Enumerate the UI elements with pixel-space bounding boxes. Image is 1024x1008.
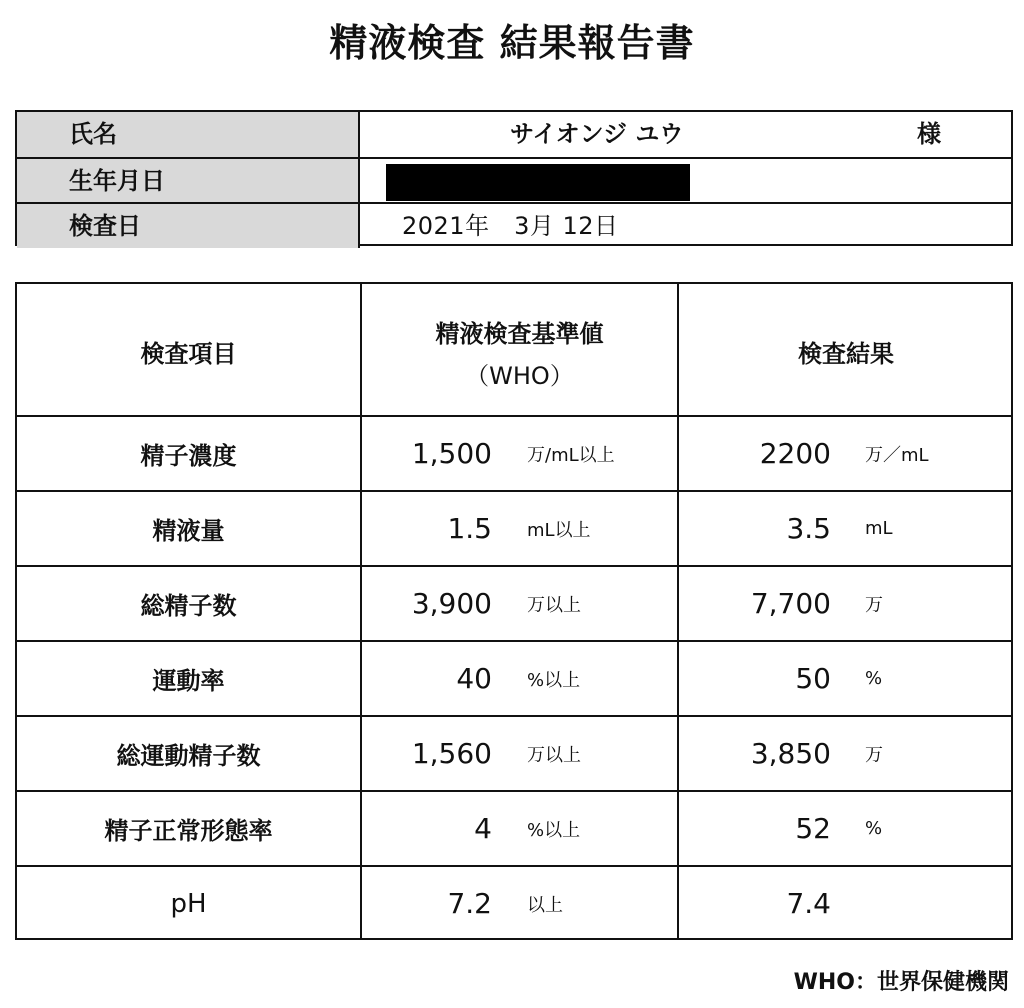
item-label: pH xyxy=(170,888,207,919)
item-label: 精液量 xyxy=(152,517,225,545)
standard-unit: %以上 xyxy=(527,819,581,841)
standard-value: 40 xyxy=(456,662,492,695)
standard-unit: mL以上 xyxy=(527,519,591,541)
item-label: 精子正常形態率 xyxy=(104,817,273,845)
standard-unit: %以上 xyxy=(527,669,581,691)
result-unit: mL xyxy=(865,518,893,539)
item-label: 総精子数 xyxy=(140,592,237,620)
result-unit: % xyxy=(865,668,883,689)
footer-note: WHO：世界保健機関 xyxy=(793,970,1009,995)
result-unit: 万 xyxy=(865,744,883,766)
standard-unit: 以上 xyxy=(527,894,563,916)
name-cell xyxy=(360,112,1011,157)
result-unit: 万 xyxy=(865,594,883,616)
item-label: 総運動精子数 xyxy=(116,742,261,770)
result-value: 52 xyxy=(795,812,831,845)
item-label: 精子濃度 xyxy=(140,442,237,470)
patient-info-table xyxy=(15,110,1013,246)
result-unit: % xyxy=(865,818,883,839)
header-result: 検査結果 xyxy=(798,340,894,368)
standard-value: 1,560 xyxy=(411,737,492,770)
result-value: 3.5 xyxy=(786,512,831,545)
header-item: 検査項目 xyxy=(140,340,237,368)
result-unit: 万／mL xyxy=(865,444,929,466)
standard-unit: 万以上 xyxy=(527,744,581,766)
dob-label: 生年月日 xyxy=(17,159,360,204)
dob-cell xyxy=(360,159,1011,204)
result-value: 7,700 xyxy=(750,587,831,620)
result-value: 50 xyxy=(795,662,831,695)
dob-row xyxy=(17,157,1011,204)
name-row xyxy=(17,112,1011,157)
result-value: 7.4 xyxy=(786,887,831,920)
result-value: 2200 xyxy=(759,437,831,470)
standard-value: 1.5 xyxy=(447,512,492,545)
standard-value: 1,500 xyxy=(411,437,492,470)
results-table xyxy=(15,282,1013,940)
name-value: サイオンジ ユウ xyxy=(510,120,684,148)
standard-value: 7.2 xyxy=(447,887,492,920)
standard-value: 3,900 xyxy=(411,587,492,620)
result-value: 3,850 xyxy=(750,737,831,770)
date-label: 検査日 xyxy=(17,204,360,248)
date-value: 2021年 3月 12日 xyxy=(402,212,619,240)
date-row xyxy=(17,202,1011,248)
date-cell xyxy=(360,204,1011,248)
honorific: 様 xyxy=(917,120,941,148)
report-title: 精液検査 結果報告書 xyxy=(329,21,695,65)
header-standard: 精液検査基準値 xyxy=(435,320,604,348)
standard-value: 4 xyxy=(474,812,492,845)
standard-unit: 万/mL以上 xyxy=(527,444,615,466)
redaction-bar xyxy=(386,164,690,201)
standard-unit: 万以上 xyxy=(527,594,581,616)
item-label: 運動率 xyxy=(152,667,225,695)
header-standard-who: （WHO） xyxy=(465,362,574,390)
name-label: 氏名 xyxy=(17,112,360,157)
